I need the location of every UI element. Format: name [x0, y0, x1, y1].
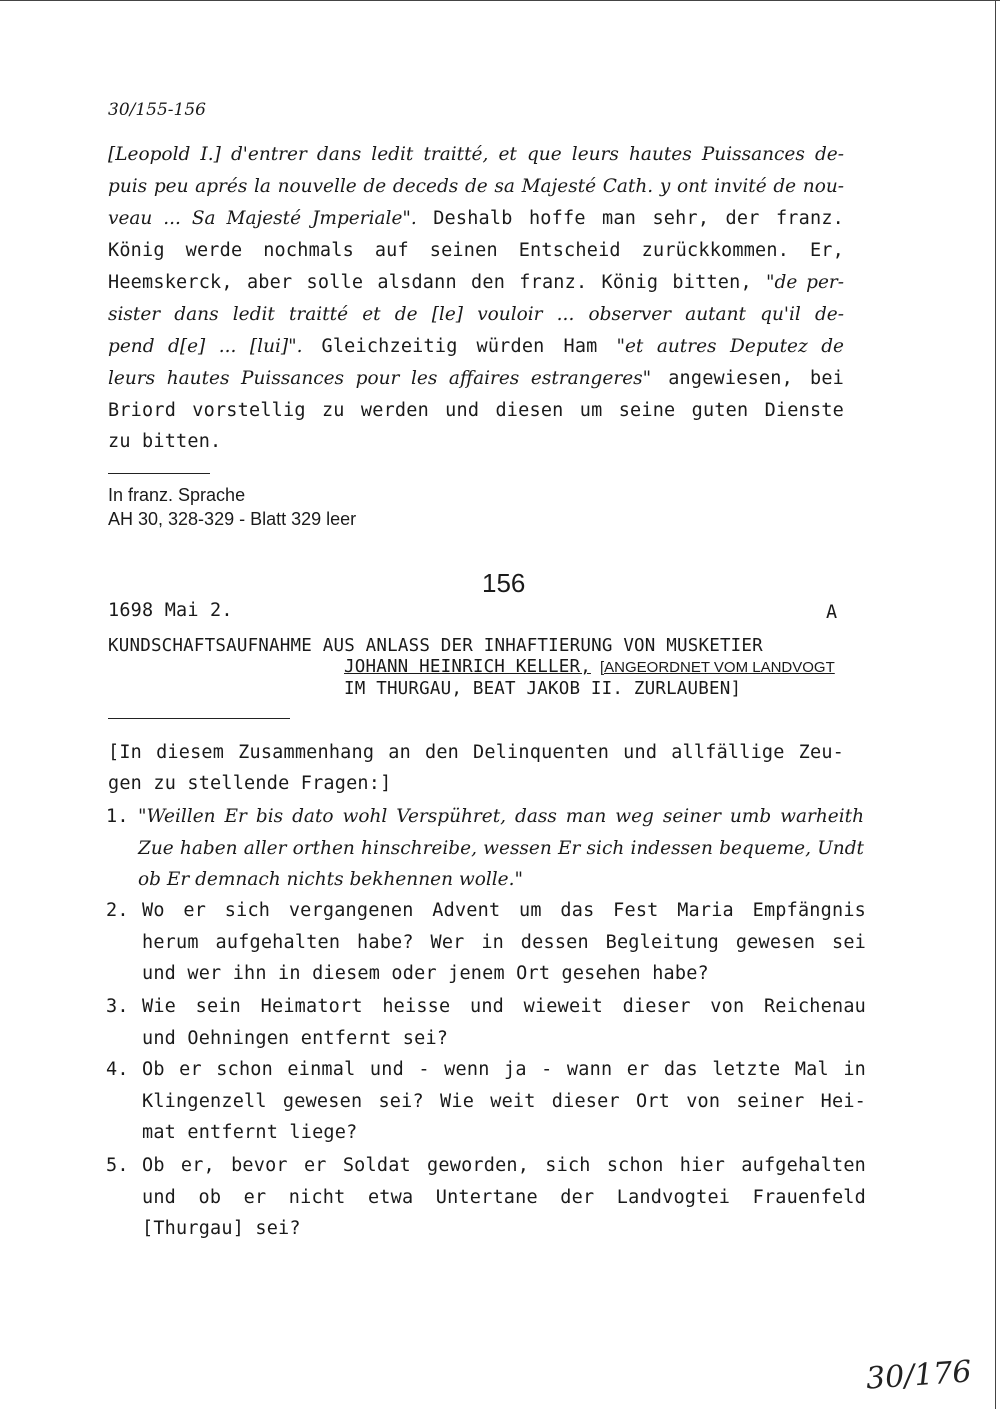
german-text: Heemskerck, aber solle alsdann den franz. König bitten,: [108, 272, 767, 293]
question-text-line: Ob er schon einmal und - wenn ja - wann er das letzte Mal in: [142, 1059, 866, 1080]
quoted-french-text: [Leopold I.] d'entrer dans ledit traitté, et que leurs hautes Puissances de-: [108, 144, 844, 165]
question-number: 1.: [106, 806, 129, 827]
page-reference: 30/155-156: [108, 100, 206, 120]
quoted-french-text: veau ... Sa Majesté Jmperiale".: [108, 208, 417, 229]
quoted-french-text: leurs hautes Puissances pour les affaires estrangeres": [108, 368, 652, 389]
quoted-french-text: "et autres Deputez de: [616, 336, 844, 357]
source-language: In franz. Sprache: [108, 485, 246, 505]
document-number: 156: [482, 568, 526, 598]
quoted-french-text: pend d[e] ... [lui]".: [108, 336, 303, 357]
german-text: angewiesen, bei: [651, 368, 844, 389]
quoted-french-text: puis peu aprés la nouvelle de deceds de sa Majesté Cath. y ont invité de nou-: [108, 176, 844, 197]
question-text-line: [Thurgau] sei?: [142, 1218, 301, 1239]
intro-line-1: [In diesem Zusammenhang an den Delinquenten und allfällige Zeu-: [108, 742, 844, 763]
doc155-line: [108, 144, 844, 165]
doc155-line: [108, 240, 844, 261]
question-text-line: und ob er nicht etwa Untertane der Landvogtei Frauenfeld: [142, 1186, 866, 1208]
question-text-line: herum aufgehalten habe? Wer in dessen Begleitung gewesen sei: [142, 931, 866, 953]
source-reference: AH 30, 328-329 - Blatt 329 leer: [108, 509, 357, 529]
question-text-line: ob Er demnach nichts bekhennen wolle.": [138, 869, 524, 890]
question-text-line: und wer ihn in diesem oder jenem Ort gesehen habe?: [142, 963, 709, 984]
question-number: 2.: [106, 900, 129, 921]
doc155-line: [108, 272, 844, 293]
intro-line-2: gen zu stellende Fragen:]: [108, 773, 392, 794]
question-text-line: Wo er sich vergangenen Advent um das Fest Maria Empfängnis: [142, 900, 866, 921]
question-text-line: mat entfernt liege?: [142, 1122, 358, 1143]
title-line-1: KUNDSCHAFTSAUFNAHME AUS ANLASS DER INHAFTIERUNG VON MUSKETIER: [108, 636, 763, 656]
quoted-french-text: "de per-: [766, 272, 844, 293]
quoted-french-text: sister dans ledit traitté et de [le] vouloir ... observer autant qu'il de-: [108, 304, 844, 325]
doc155-line: [108, 431, 221, 452]
title-office: [ANGEORDNET VOM LANDVOGT: [600, 659, 835, 676]
page-border-top: [0, 0, 1000, 1]
document-date: 1698 Mai 2.: [108, 600, 233, 621]
question-text-line: Wie sein Heimatort heisse und wieweit dieser von Reichenau: [142, 996, 866, 1017]
document-letter: A: [826, 602, 838, 623]
question-text-line: "Weillen Er bis dato wohl Verspühret, dass man weg seiner umb warheith: [138, 806, 864, 827]
german-text: Gleichzeitig würden Ham: [302, 336, 617, 357]
question-text-line: Zue haben aller orthen hinschreibe, wessen Er sich indessen bequeme, Undt: [138, 837, 864, 859]
german-text: König werde nochmals auf seinen Entscheid zurückkommen. Er,: [108, 240, 844, 261]
doc155-line: [108, 368, 844, 389]
question-number: 4.: [106, 1059, 129, 1080]
question-number: 3.: [106, 996, 129, 1017]
footnote-divider: [108, 473, 210, 474]
question-text-line: Klingenzell gewesen sei? Wie weit dieser Ort von seiner Hei-: [142, 1090, 866, 1112]
german-text: Briord vorstellig zu werden und diesen um seine guten Dienste: [108, 400, 844, 421]
question-text-line: Ob er, bevor er Soldat geworden, sich schon hier aufgehalten: [142, 1155, 866, 1176]
doc155-line: [108, 400, 844, 421]
handwritten-archive-mark: 30/176: [864, 1354, 973, 1397]
doc155-line: [108, 176, 844, 197]
title-line-3: IM THURGAU, BEAT JAKOB II. ZURLAUBEN]: [344, 679, 742, 699]
doc155-line: [108, 208, 844, 229]
page-border-right: [995, 0, 996, 1409]
section-divider: [108, 718, 290, 719]
german-text: Deshalb hoffe man sehr, der franz.: [416, 208, 844, 229]
german-text: zu bitten.: [108, 431, 222, 452]
question-text-line: und Oehningen entfernt sei?: [142, 1027, 449, 1049]
doc155-line: [108, 304, 844, 325]
title-person-name: JOHANN HEINRICH KELLER,: [344, 657, 591, 677]
doc155-line: [108, 336, 844, 357]
question-number: 5.: [106, 1155, 129, 1176]
